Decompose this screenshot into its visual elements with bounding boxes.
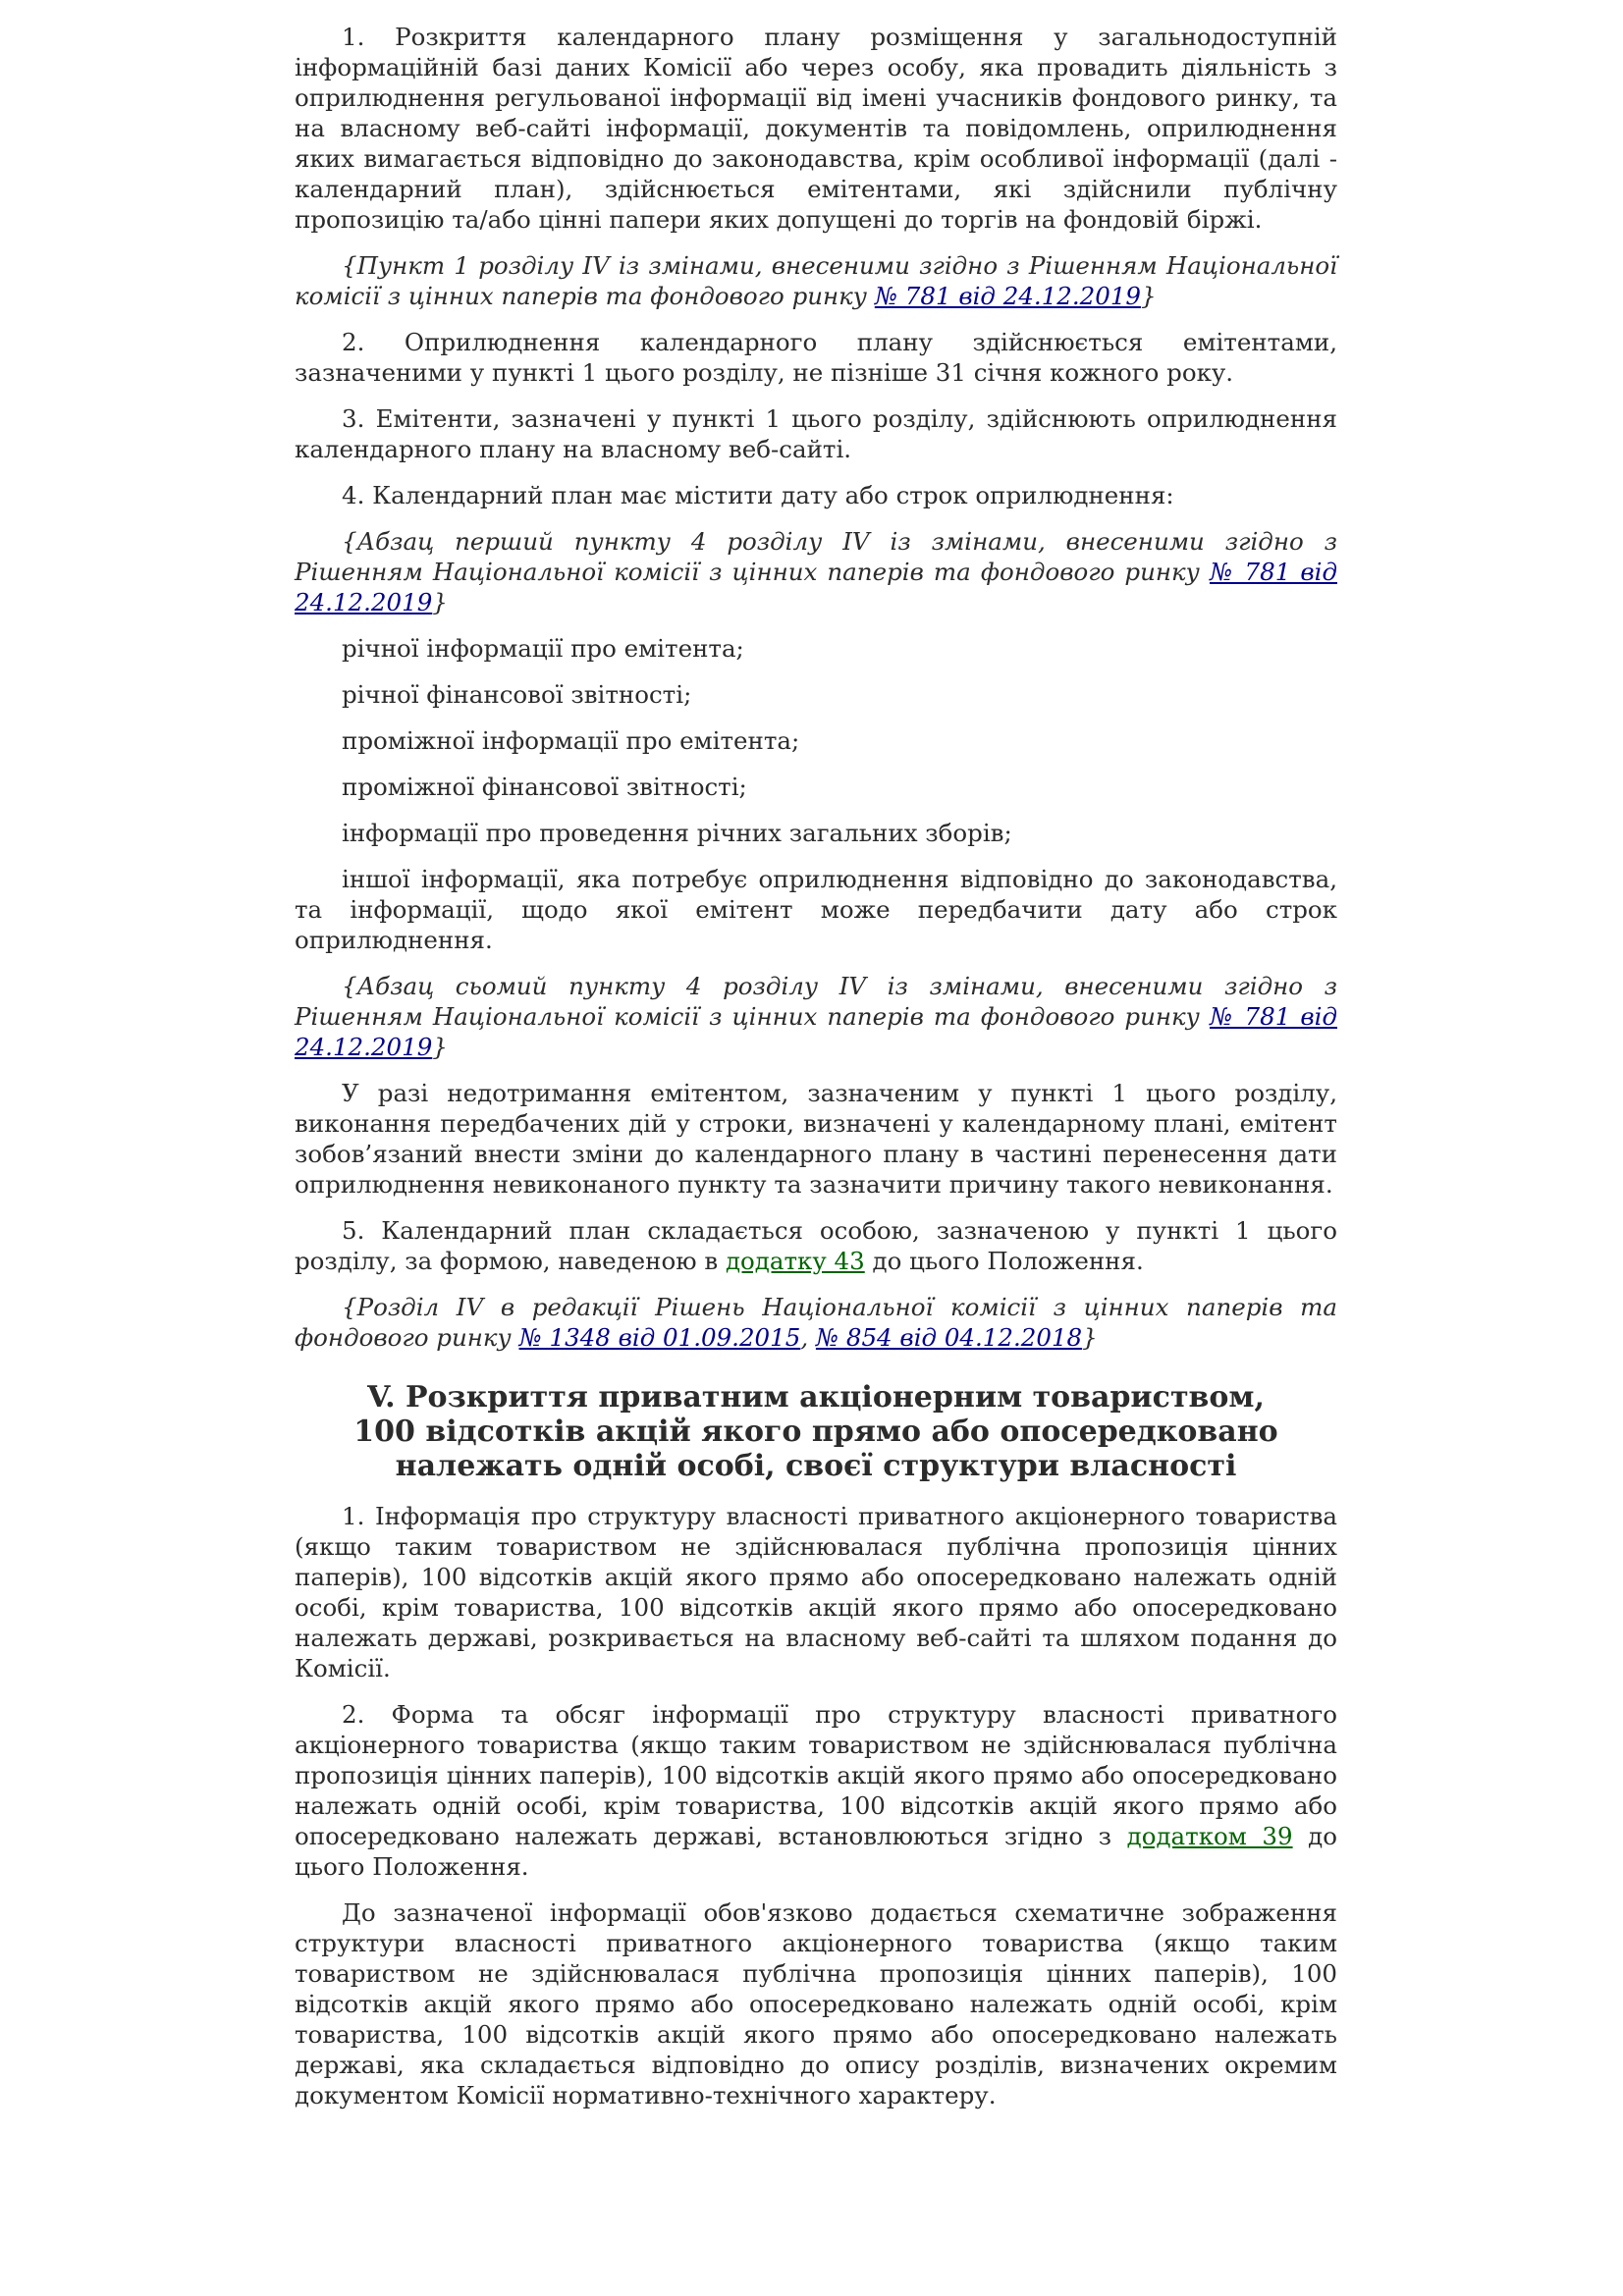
amendment-note-point4-para7 (295, 971, 1337, 1062)
section4-failure-clause: У разі недотримання емітентом, зазначеним у пункті 1 цього розділу, виконання передбачених дій у строки, визначені у календарному плані, емітент зобов’язаний внести зміни до календарного плану в частині перенесення дати оприлюднення невиконаного пункту та зазначити причину такого невиконання. (295, 1079, 1337, 1199)
annex-39-link[interactable]: додатком 39 (1126, 1822, 1293, 1850)
section5-heading-line3: належать одній особі, своєї структури власності (395, 1449, 1237, 1483)
edition-note-close: } (1082, 1323, 1098, 1352)
amendment-note-close: } (432, 588, 448, 616)
edition-note-text: {Розділ IV в редакції Рішень Національної комісії з цінних паперів та фондового ринку (295, 1293, 1337, 1352)
list-item-interim-financial: проміжної фінансової звітності; (342, 773, 747, 801)
section5-point1: 1. Інформація про структуру власності приватного акціонерного товариства (якщо таким товариством не здійснювалася публічна пропозиція цінних паперів), 100 відсотків акцій якого прямо або опосередковано належать одній особі, крім товариства, 100 відсотків акцій якого прямо або опосередковано належать державі, розкривається на власному веб-сайті та шляхом подання до Комісії. (295, 1502, 1337, 1682)
list-item-annual-info: річної інформації про емітента; (342, 634, 744, 663)
decision-781-link[interactable]: № 781 від 24.12.2019 (295, 1002, 1337, 1061)
amendment-note-close: } (432, 1033, 448, 1061)
list-item-general-meeting: інформації про проведення річних загальних зборів; (342, 819, 1012, 847)
list-item-other-info: іншої інформації, яка потребує оприлюднення відповідно до законодавства, та інформації, щодо якої емітент може передбачити дату або строк оприлюднення. (295, 865, 1337, 954)
section5-point2 (295, 1699, 1337, 1882)
section4-point3: 3. Емітенти, зазначені у пункті 1 цього розділу, здійснюють оприлюднення календарного плану на власному веб-сайті. (295, 404, 1337, 463)
section4-point2: 2. Оприлюднення календарного плану здійснюється емітентами, зазначеними у пункті 1 цього розділу, не пізніше 31 січня кожного року. (295, 328, 1337, 387)
section4-point1: 1. Розкриття календарного плану розміщення у загальнодоступній інформаційній базі даних Комісії або через особу, яка провадить діяльність з оприлюднення регульованої інформації від імені учасників фондового ринку, та на власному веб-сайті інформації, документів та повідомлень, оприлюднення яких вимагається відповідно до законодавства, крім особливої інформації (далі - календарний план), здійснюється емітентами, які здійснили публічну пропозицію та/або цінні папери яких допущені до торгів на фондовій біржі. (295, 23, 1337, 234)
decision-781-link[interactable]: № 781 від 24.12.2019 (874, 282, 1142, 310)
decision-1348-link[interactable]: № 1348 від 01.09.2015 (518, 1323, 801, 1352)
decision-854-link[interactable]: № 854 від 04.12.2018 (815, 1323, 1083, 1352)
list-item-annual-financial: річної фінансової звітності; (342, 680, 692, 709)
point5-text-before: 5. Календарний план складається особою, зазначеною у пункті 1 цього розділу, за формою, наведеною в (295, 1216, 1337, 1275)
point2-text-before: 2. Форма та обсяг інформації про структуру власності приватного акціонерного товариства (якщо таким товариством не здійснювалася публічна пропозиція цінних паперів), 100 відсотків акцій якого прямо або опосередковано належать одній особі, крім товариства, 100 відсотків акцій якого прямо або опосередковано належать державі, встановлюються згідно з (295, 1700, 1337, 1850)
amendment-note-point1 (295, 250, 1337, 311)
decision-781-link[interactable]: № 781 від 24.12.2019 (295, 558, 1337, 616)
point5-text-after: до цього Положення. (864, 1247, 1144, 1275)
list-item-interim-info: проміжної інформації про емітента; (342, 726, 800, 755)
annex-43-link[interactable]: додатку 43 (725, 1247, 865, 1275)
section5-schematic-clause: До зазначеної інформації обов'язково додається схематичне зображення структури власності приватного акціонерного товариства (якщо таким товариством не здійснювалася публічна пропозиція цінних паперів), 100 відсотків акцій якого прямо або опосередковано належать одній особі, крім товариства, 100 відсотків акцій якого прямо або опосередковано належать державі, яка складається відповідно до опису розділів, визначених окремим документом Комісії нормативно-технічного характеру. (295, 1898, 1337, 2109)
section4-point4: 4. Календарний план має містити дату або строк оприлюднення: (342, 481, 1174, 509)
amendment-note-text: {Абзац перший пункту 4 розділу IV із змінами, внесеними згідно з Рішенням Національної комісії з цінних паперів та фондового ринку (295, 527, 1337, 586)
section5-heading-line2: 100 відсотків акцій якого прямо або опосередковано (353, 1415, 1278, 1449)
amendment-note-close: } (1141, 282, 1157, 310)
amendment-note-text: {Абзац сьомий пункту 4 розділу IV із змінами, внесеними згідно з Рішенням Національної комісії з цінних паперів та фондового ринку (295, 972, 1337, 1031)
edition-note-separator: , (800, 1323, 816, 1352)
section4-edition-note (295, 1292, 1337, 1353)
section5-heading-line1: V. Розкриття приватним акціонерним товариством, (367, 1380, 1265, 1415)
amendment-note-text: {Пункт 1 розділу IV із змінами, внесеними згідно з Рішенням Національної комісії з цінних паперів та фондового ринку (295, 251, 1337, 310)
amendment-note-point4-para1 (295, 526, 1337, 617)
document-page (295, 22, 1337, 2126)
section4-point5 (295, 1215, 1337, 1276)
point2-text-after: до цього Положення. (295, 1822, 1338, 1881)
section5-heading (295, 1380, 1337, 1483)
